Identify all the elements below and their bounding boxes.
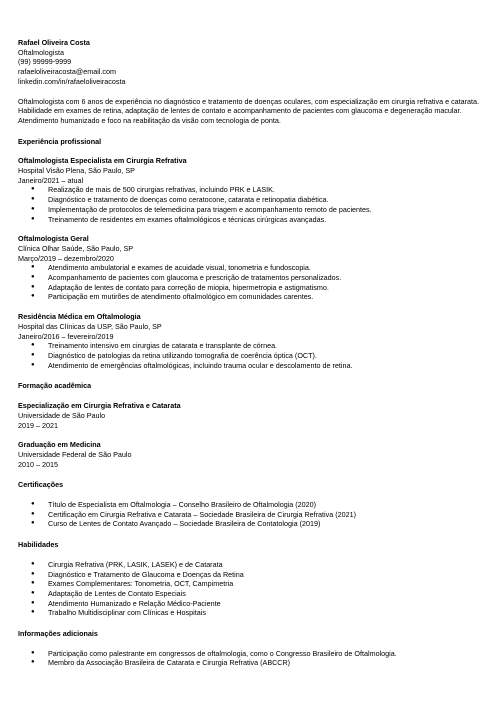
experience-item xyxy=(18,312,484,370)
education-school: Universidade de São Paulo xyxy=(18,410,106,420)
education-item xyxy=(18,440,484,469)
list-item: ● Curso de Lentes de Contato Avançado – Sociedade Brasileira de Contatologia (2019) xyxy=(18,519,484,529)
list-item: ● Atendimento ambulatorial e exames de acuidade visual, tonometria e fundoscopia. xyxy=(18,263,484,273)
experience-bullets xyxy=(18,185,484,224)
header xyxy=(18,38,484,87)
experience-item xyxy=(18,156,484,224)
experience-dates: Março/2019 – dezembro/2020 xyxy=(18,253,114,263)
list-item: ● Realização de mais de 500 cirurgias refrativas, incluindo PRK e LASIK. xyxy=(18,185,484,195)
list-item: ● Acompanhamento de pacientes com glaucoma e prescrição de tratamentos personalizados. xyxy=(18,273,484,283)
list-item: ● Implementação de protocolos de telemedicina para triagem e acompanhamento remoto de pacientes. xyxy=(18,205,484,215)
section-title-skills: Habilidades xyxy=(18,540,59,550)
list-item: ● Membro da Associação Brasileira de Catarata e Cirurgia Refrativa (ABCCR) xyxy=(18,658,484,668)
list-item: ● Certificação em Cirurgia Refrativa e Catarata – Sociedade Brasileira de Cirurgia Refrativa (2021) xyxy=(18,510,484,520)
experience-org: Hospital das Clínicas da USP, São Paulo, SP xyxy=(18,321,162,331)
resume-document xyxy=(18,38,484,668)
list-item: ● Diagnóstico e tratamento de doenças como ceratocone, catarata e retinopatia diabética. xyxy=(18,195,484,205)
list-item: ● Atendimento de emergências oftalmológicas, incluindo trauma ocular e descolamento de retina. xyxy=(18,361,484,371)
phone: (99) 99999-9999 xyxy=(18,57,72,67)
list-item: ● Exames Complementares: Tonometria, OCT, Campimetria xyxy=(18,579,484,589)
experience-bullets xyxy=(18,263,484,302)
experience-title: Residência Médica em Oftalmologia xyxy=(18,312,141,322)
list-item: ● Diagnóstico e Tratamento de Glaucoma e Doenças da Retina xyxy=(18,570,484,580)
summary: Oftalmologista com 6 anos de experiência no diagnóstico e tratamento de doenças oculares, com especialização em cirurgia refrativa e catarata. Habilidade em exames de retina, adaptação de lentes de contato e acompanhamento de pacientes com glaucoma e degeneração macular. Atendimento humanizado e foco na reabilitação da visão com tecnologia de ponta. xyxy=(18,96,480,125)
experience-dates: Janeiro/2016 – fevereiro/2019 xyxy=(18,331,114,341)
education-dates: 2010 – 2015 xyxy=(18,459,58,469)
section-title-certifications: Certificações xyxy=(18,480,64,490)
experience-title: Oftalmologista Especialista em Cirurgia Refrativa xyxy=(18,156,187,166)
list-item: ● Adaptação de lentes de contato para correção de miopia, hipermetropia e astigmatismo. xyxy=(18,283,484,293)
list-item: ● Diagnóstico de patologias da retina utilizando tomografia de coerência óptica (OCT). xyxy=(18,351,484,361)
linkedin: linkedin.com/in/rafaeloliveiracosta xyxy=(18,76,126,86)
list-item: ● Participação como palestrante em congressos de oftalmologia, como o Congresso Brasileiro de Oftalmologia. xyxy=(18,649,484,659)
list-item: ● Treinamento de residentes em exames oftalmológicos e técnicas cirúrgicas avançadas. xyxy=(18,215,484,225)
section-title-experience: Experiência profissional xyxy=(18,136,102,146)
section-title-additional: Informações adicionais xyxy=(18,629,98,639)
email: rafaeloliveiracosta@email.com xyxy=(18,67,116,77)
job-title: Oftalmologista xyxy=(18,47,64,57)
education-degree: Especialização em Cirurgia Refrativa e Catarata xyxy=(18,401,181,411)
experience-title: Oftalmologista Geral xyxy=(18,234,89,244)
experience-bullets xyxy=(18,341,484,370)
experience-org: Clínica Olhar Saúde, São Paulo, SP xyxy=(18,243,134,253)
list-item: ● Cirurgia Refrativa (PRK, LASIK, LASEK) e de Catarata xyxy=(18,560,484,570)
experience-item xyxy=(18,234,484,302)
list-item: ● Adaptação de Lentes de Contato Especiais xyxy=(18,589,484,599)
experience-org: Hospital Visão Plena, São Paulo, SP xyxy=(18,166,135,176)
education-degree: Graduação em Medicina xyxy=(18,440,101,450)
additional-list xyxy=(18,649,484,668)
list-item: ● Participação em mutirões de atendimento oftalmológico em comunidades carentes. xyxy=(18,292,484,302)
list-item: ● Título de Especialista em Oftalmologia – Conselho Brasileiro de Oftalmologia (2020) xyxy=(18,500,484,510)
skills-list xyxy=(18,560,484,618)
certifications-list xyxy=(18,500,484,529)
education-dates: 2019 – 2021 xyxy=(18,420,58,430)
list-item: ● Trabalho Multidisciplinar com Clínicas e Hospitais xyxy=(18,608,484,618)
candidate-name: Rafael Oliveira Costa xyxy=(18,38,90,47)
list-item: ● Atendimento Humanizado e Relação Médico-Paciente xyxy=(18,599,484,609)
list-item: ● Treinamento intensivo em cirurgias de catarata e transplante de córnea. xyxy=(18,341,484,351)
experience-dates: Janeiro/2021 – atual xyxy=(18,175,84,185)
section-title-education: Formação acadêmica xyxy=(18,381,92,391)
education-school: Universidade Federal de São Paulo xyxy=(18,449,132,459)
education-item xyxy=(18,401,484,430)
